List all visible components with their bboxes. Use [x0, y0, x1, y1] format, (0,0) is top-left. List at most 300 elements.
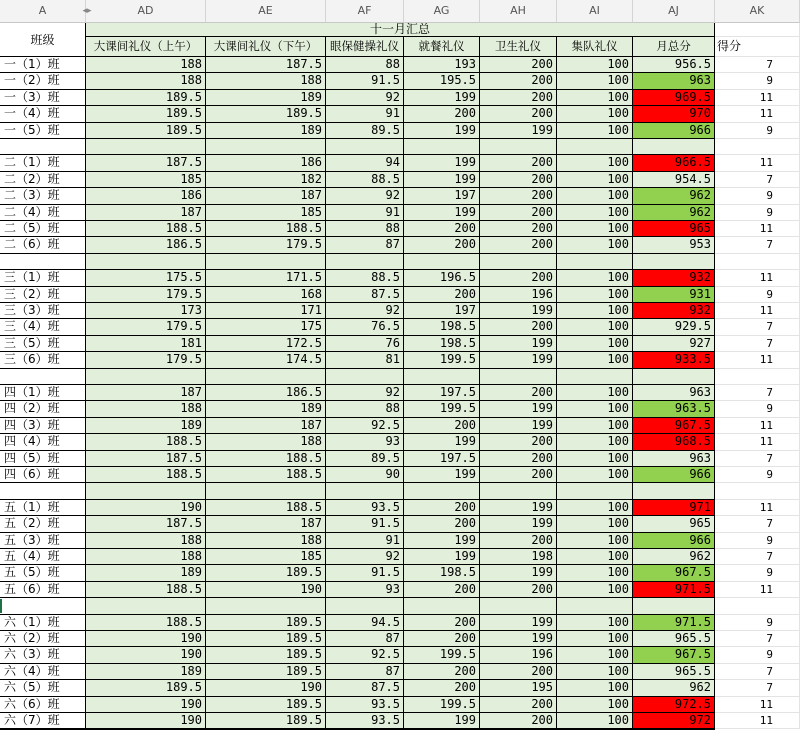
score-cell[interactable]: 200 — [404, 237, 480, 253]
score-cell[interactable]: 200 — [404, 664, 480, 680]
header-col-6[interactable]: 集队礼仪 — [557, 37, 633, 57]
score-cell[interactable]: 182 — [206, 172, 326, 188]
row-class-label[interactable]: 四（6）班 — [0, 467, 86, 483]
score-cell[interactable]: 100 — [557, 336, 633, 352]
score-cell[interactable]: 100 — [557, 303, 633, 319]
score-cell[interactable]: 89.5 — [326, 123, 404, 139]
score-cell[interactable]: 189.5 — [206, 565, 326, 581]
score-cell[interactable]: 93.5 — [326, 500, 404, 516]
score-cell[interactable]: 199 — [404, 172, 480, 188]
score-cell[interactable]: 87 — [326, 237, 404, 253]
row-class-label[interactable]: 六（7）班 — [0, 713, 86, 729]
score-cell[interactable]: 188.5 — [206, 467, 326, 483]
row-class-label[interactable]: 四（4）班 — [0, 434, 86, 450]
score-cell[interactable]: 173 — [86, 303, 206, 319]
final-score-cell[interactable]: 9 — [715, 533, 800, 549]
score-cell[interactable]: 100 — [557, 565, 633, 581]
score-cell[interactable]: 100 — [557, 615, 633, 631]
score-cell[interactable]: 190 — [86, 697, 206, 713]
final-score-cell[interactable]: 11 — [715, 221, 800, 237]
score-cell[interactable]: 100 — [557, 221, 633, 237]
score-cell[interactable]: 200 — [480, 90, 557, 106]
score-cell[interactable]: 94.5 — [326, 615, 404, 631]
score-cell[interactable]: 195.5 — [404, 73, 480, 89]
final-score-cell[interactable]: 9 — [715, 73, 800, 89]
score-cell[interactable]: 100 — [557, 680, 633, 696]
score-cell[interactable]: 200 — [480, 221, 557, 237]
score-cell[interactable]: 189 — [86, 565, 206, 581]
gap-cell[interactable] — [86, 369, 206, 385]
score-cell[interactable]: 200 — [480, 172, 557, 188]
score-cell[interactable]: 100 — [557, 188, 633, 204]
score-cell[interactable]: 185 — [86, 172, 206, 188]
score-cell[interactable]: 88 — [326, 221, 404, 237]
score-cell[interactable]: 197 — [404, 188, 480, 204]
header-col-7[interactable]: 月总分 — [633, 37, 715, 57]
month-total-cell[interactable]: 967.5 — [633, 647, 715, 663]
score-cell[interactable]: 179.5 — [86, 352, 206, 368]
gap-cell[interactable] — [557, 254, 633, 270]
score-cell[interactable]: 185 — [206, 205, 326, 221]
gap-score[interactable] — [715, 483, 800, 499]
score-cell[interactable]: 199 — [404, 713, 480, 729]
month-total-cell[interactable]: 965.5 — [633, 664, 715, 680]
score-cell[interactable]: 188 — [206, 533, 326, 549]
score-cell[interactable]: 100 — [557, 516, 633, 532]
gap-cell[interactable] — [404, 139, 480, 155]
month-total-cell[interactable]: 972.5 — [633, 697, 715, 713]
month-total-cell[interactable]: 962 — [633, 188, 715, 204]
score-cell[interactable]: 93.5 — [326, 713, 404, 729]
summary-title[interactable]: 十一月汇总 — [86, 23, 715, 37]
month-total-cell[interactable]: 963 — [633, 451, 715, 467]
score-cell[interactable]: 199.5 — [404, 401, 480, 417]
score-cell[interactable]: 197.5 — [404, 385, 480, 401]
score-cell[interactable]: 188 — [86, 549, 206, 565]
score-cell[interactable]: 190 — [86, 713, 206, 729]
score-cell[interactable]: 188.5 — [206, 221, 326, 237]
score-cell[interactable]: 187.5 — [86, 516, 206, 532]
row-class-label[interactable]: 四（2）班 — [0, 401, 86, 417]
gap-row[interactable] — [0, 598, 86, 614]
score-cell[interactable]: 100 — [557, 549, 633, 565]
score-cell[interactable]: 100 — [557, 270, 633, 286]
score-cell[interactable]: 200 — [480, 73, 557, 89]
score-cell[interactable]: 190 — [86, 647, 206, 663]
score-cell[interactable]: 199 — [480, 123, 557, 139]
final-score-cell[interactable]: 7 — [715, 336, 800, 352]
month-total-cell[interactable]: 932 — [633, 303, 715, 319]
gap-cell[interactable] — [480, 139, 557, 155]
score-cell[interactable]: 199 — [480, 565, 557, 581]
score-cell[interactable]: 188.5 — [86, 582, 206, 598]
score-cell[interactable]: 189.5 — [206, 106, 326, 122]
score-cell[interactable]: 100 — [557, 90, 633, 106]
score-cell[interactable]: 200 — [480, 57, 557, 73]
score-cell[interactable]: 187 — [206, 516, 326, 532]
gap-cell[interactable] — [557, 369, 633, 385]
score-cell[interactable]: 200 — [404, 221, 480, 237]
final-score-cell[interactable]: 11 — [715, 106, 800, 122]
score-cell[interactable]: 200 — [404, 516, 480, 532]
score-cell[interactable]: 200 — [480, 188, 557, 204]
score-cell[interactable]: 189.5 — [86, 680, 206, 696]
score-cell[interactable]: 200 — [480, 467, 557, 483]
gap-cell[interactable] — [86, 483, 206, 499]
month-total-cell[interactable]: 954.5 — [633, 172, 715, 188]
score-cell[interactable]: 200 — [404, 500, 480, 516]
score-cell[interactable]: 92 — [326, 385, 404, 401]
score-cell[interactable]: 92 — [326, 549, 404, 565]
score-cell[interactable]: 186.5 — [206, 385, 326, 401]
score-cell[interactable]: 199 — [404, 90, 480, 106]
score-cell[interactable]: 197 — [404, 303, 480, 319]
month-total-cell[interactable]: 971.5 — [633, 615, 715, 631]
row-class-label[interactable]: 六（1）班 — [0, 615, 86, 631]
score-cell[interactable]: 92 — [326, 303, 404, 319]
month-total-cell[interactable]: 966.5 — [633, 155, 715, 171]
score-cell[interactable]: 199 — [480, 500, 557, 516]
score-cell[interactable]: 92.5 — [326, 418, 404, 434]
score-cell[interactable]: 189.5 — [206, 664, 326, 680]
column-header-ae[interactable]: AE — [206, 0, 326, 23]
score-cell[interactable]: 199 — [480, 352, 557, 368]
score-cell[interactable]: 100 — [557, 500, 633, 516]
gap-cell[interactable] — [404, 483, 480, 499]
score-cell[interactable]: 198 — [480, 549, 557, 565]
row-class-label[interactable]: 二（1）班 — [0, 155, 86, 171]
score-cell[interactable]: 171 — [206, 303, 326, 319]
row-class-label[interactable]: 一（5）班 — [0, 123, 86, 139]
month-total-cell[interactable]: 965 — [633, 221, 715, 237]
month-total-cell[interactable]: 967.5 — [633, 418, 715, 434]
score-cell[interactable]: 200 — [404, 615, 480, 631]
score-cell[interactable]: 89.5 — [326, 451, 404, 467]
row-class-label[interactable]: 六（5）班 — [0, 680, 86, 696]
row-class-label[interactable]: 四（3）班 — [0, 418, 86, 434]
score-cell[interactable]: 100 — [557, 385, 633, 401]
gap-row[interactable] — [0, 369, 86, 385]
month-total-cell[interactable]: 969.5 — [633, 90, 715, 106]
score-cell[interactable]: 100 — [557, 352, 633, 368]
score-cell[interactable]: 189 — [206, 123, 326, 139]
score-cell[interactable]: 199 — [480, 615, 557, 631]
score-cell[interactable]: 187.5 — [86, 451, 206, 467]
gap-score[interactable] — [715, 369, 800, 385]
row-class-label[interactable]: 五（6）班 — [0, 582, 86, 598]
score-cell[interactable]: 188 — [86, 401, 206, 417]
gap-cell[interactable] — [86, 598, 206, 614]
gap-cell[interactable] — [404, 369, 480, 385]
gap-cell[interactable] — [326, 483, 404, 499]
month-total-cell[interactable]: 962 — [633, 549, 715, 565]
score-cell[interactable]: 189.5 — [206, 697, 326, 713]
month-total-cell[interactable]: 963 — [633, 385, 715, 401]
row-class-label[interactable]: 一（3）班 — [0, 90, 86, 106]
score-cell[interactable]: 91.5 — [326, 516, 404, 532]
score-cell[interactable]: 100 — [557, 713, 633, 729]
score-cell[interactable]: 187 — [206, 418, 326, 434]
score-cell[interactable]: 199 — [404, 533, 480, 549]
score-cell[interactable]: 188 — [206, 434, 326, 450]
row-class-label[interactable]: 三（2）班 — [0, 287, 86, 303]
score-cell[interactable]: 100 — [557, 106, 633, 122]
month-total-cell[interactable]: 927 — [633, 336, 715, 352]
score-cell[interactable]: 190 — [86, 500, 206, 516]
gap-cell[interactable] — [326, 254, 404, 270]
score-cell[interactable]: 200 — [480, 664, 557, 680]
score-cell[interactable]: 200 — [480, 237, 557, 253]
score-cell[interactable]: 87.5 — [326, 287, 404, 303]
column-header-ah[interactable]: AH — [480, 0, 557, 23]
gap-score[interactable] — [715, 254, 800, 270]
header-col-4[interactable]: 就餐礼仪 — [404, 37, 480, 57]
final-score-cell[interactable]: 9 — [715, 615, 800, 631]
score-cell[interactable]: 188.5 — [86, 434, 206, 450]
score-cell[interactable]: 200 — [480, 697, 557, 713]
final-score-cell[interactable]: 11 — [715, 582, 800, 598]
score-cell[interactable]: 100 — [557, 57, 633, 73]
row-class-label[interactable]: 二（2）班 — [0, 172, 86, 188]
gap-cell[interactable] — [206, 139, 326, 155]
score-cell[interactable]: 100 — [557, 664, 633, 680]
month-total-cell[interactable]: 962 — [633, 680, 715, 696]
score-cell[interactable]: 189.5 — [86, 106, 206, 122]
gap-cell[interactable] — [557, 598, 633, 614]
final-score-cell[interactable]: 7 — [715, 237, 800, 253]
final-score-cell[interactable]: 9 — [715, 205, 800, 221]
score-cell[interactable]: 190 — [206, 582, 326, 598]
month-total-cell[interactable]: 953 — [633, 237, 715, 253]
score-cell[interactable]: 100 — [557, 237, 633, 253]
row-class-label[interactable]: 五（2）班 — [0, 516, 86, 532]
final-score-cell[interactable]: 7 — [715, 680, 800, 696]
final-score-cell[interactable]: 9 — [715, 467, 800, 483]
final-score-cell[interactable]: 9 — [715, 123, 800, 139]
gap-cell[interactable] — [480, 369, 557, 385]
gap-cell[interactable] — [86, 139, 206, 155]
score-cell[interactable]: 93.5 — [326, 697, 404, 713]
final-score-cell[interactable]: 9 — [715, 565, 800, 581]
score-cell[interactable]: 100 — [557, 418, 633, 434]
score-cell[interactable]: 200 — [480, 533, 557, 549]
score-cell[interactable]: 179.5 — [86, 287, 206, 303]
gap-cell[interactable] — [404, 254, 480, 270]
score-cell[interactable]: 76.5 — [326, 319, 404, 335]
row-class-label[interactable]: 二（5）班 — [0, 221, 86, 237]
row-class-label[interactable]: 一（1）班 — [0, 57, 86, 73]
final-score-cell[interactable]: 7 — [715, 516, 800, 532]
final-score-cell[interactable]: 7 — [715, 451, 800, 467]
score-cell[interactable]: 186.5 — [86, 237, 206, 253]
gap-cell[interactable] — [633, 483, 715, 499]
score-cell[interactable]: 188 — [206, 73, 326, 89]
month-total-cell[interactable]: 965.5 — [633, 631, 715, 647]
score-cell[interactable]: 100 — [557, 582, 633, 598]
row-class-label[interactable]: 二（6）班 — [0, 237, 86, 253]
score-cell[interactable]: 90 — [326, 467, 404, 483]
score-cell[interactable]: 185 — [206, 549, 326, 565]
header-col-1[interactable]: 大课间礼仪（上午） — [86, 37, 206, 57]
row-class-label[interactable]: 五（3）班 — [0, 533, 86, 549]
score-cell[interactable]: 189 — [206, 90, 326, 106]
score-cell[interactable]: 189 — [86, 664, 206, 680]
final-score-cell[interactable]: 7 — [715, 631, 800, 647]
score-cell[interactable]: 175 — [206, 319, 326, 335]
score-cell[interactable]: 200 — [480, 713, 557, 729]
score-cell[interactable]: 88.5 — [326, 270, 404, 286]
header-col-2[interactable]: 大课间礼仪（下午） — [206, 37, 326, 57]
score-cell[interactable]: 179.5 — [86, 319, 206, 335]
month-total-cell[interactable]: 966 — [633, 533, 715, 549]
month-total-cell[interactable]: 932 — [633, 270, 715, 286]
score-cell[interactable]: 100 — [557, 287, 633, 303]
month-total-cell[interactable]: 963 — [633, 73, 715, 89]
score-cell[interactable]: 91 — [326, 205, 404, 221]
score-cell[interactable]: 92 — [326, 90, 404, 106]
score-cell[interactable]: 172.5 — [206, 336, 326, 352]
month-total-cell[interactable]: 933.5 — [633, 352, 715, 368]
score-cell[interactable]: 88 — [326, 401, 404, 417]
score-cell[interactable]: 100 — [557, 73, 633, 89]
score-cell[interactable]: 100 — [557, 451, 633, 467]
score-cell[interactable]: 198.5 — [404, 319, 480, 335]
score-cell[interactable]: 100 — [557, 434, 633, 450]
score-cell[interactable]: 199 — [480, 631, 557, 647]
score-cell[interactable]: 100 — [557, 155, 633, 171]
gap-cell[interactable] — [557, 139, 633, 155]
column-header-a[interactable]: A — [0, 0, 86, 23]
score-cell[interactable]: 200 — [404, 418, 480, 434]
score-cell[interactable]: 188 — [86, 73, 206, 89]
column-header-ai[interactable]: AI — [557, 0, 633, 23]
header-col-3[interactable]: 眼保健操礼仪 — [326, 37, 404, 57]
score-cell[interactable]: 199 — [404, 467, 480, 483]
month-total-cell[interactable]: 972 — [633, 713, 715, 729]
score-cell[interactable]: 91 — [326, 106, 404, 122]
final-score-cell[interactable]: 11 — [715, 155, 800, 171]
score-cell[interactable]: 199 — [480, 401, 557, 417]
gap-score[interactable] — [715, 598, 800, 614]
gap-cell[interactable] — [633, 369, 715, 385]
final-score-cell[interactable]: 11 — [715, 697, 800, 713]
final-score-cell[interactable]: 9 — [715, 287, 800, 303]
score-cell[interactable]: 87.5 — [326, 680, 404, 696]
score-cell[interactable]: 187.5 — [206, 57, 326, 73]
score-cell[interactable]: 198.5 — [404, 336, 480, 352]
score-cell[interactable]: 100 — [557, 319, 633, 335]
score-cell[interactable]: 174.5 — [206, 352, 326, 368]
column-header-ad[interactable]: AD — [86, 0, 206, 23]
score-cell[interactable]: 200 — [404, 582, 480, 598]
score-cell[interactable]: 188.5 — [86, 467, 206, 483]
gap-cell[interactable] — [206, 483, 326, 499]
score-cell[interactable]: 100 — [557, 123, 633, 139]
gap-cell[interactable] — [326, 369, 404, 385]
row-class-label[interactable]: 三（6）班 — [0, 352, 86, 368]
score-cell[interactable]: 189.5 — [206, 615, 326, 631]
score-cell[interactable]: 91.5 — [326, 73, 404, 89]
score-cell[interactable]: 76 — [326, 336, 404, 352]
score-cell[interactable]: 200 — [404, 106, 480, 122]
month-total-cell[interactable]: 931 — [633, 287, 715, 303]
column-header-ag[interactable]: AG — [404, 0, 480, 23]
score-cell[interactable]: 200 — [480, 155, 557, 171]
score-cell[interactable]: 87 — [326, 664, 404, 680]
final-score-cell[interactable]: 11 — [715, 270, 800, 286]
score-cell[interactable]: 100 — [557, 533, 633, 549]
score-cell[interactable]: 199.5 — [404, 697, 480, 713]
score-cell[interactable]: 100 — [557, 401, 633, 417]
score-cell[interactable]: 190 — [206, 680, 326, 696]
final-score-cell[interactable]: 9 — [715, 188, 800, 204]
score-cell[interactable]: 100 — [557, 467, 633, 483]
score-cell[interactable]: 188.5 — [86, 615, 206, 631]
score-cell[interactable]: 93 — [326, 434, 404, 450]
score-cell[interactable]: 188 — [86, 533, 206, 549]
score-cell[interactable]: 100 — [557, 647, 633, 663]
column-header-af[interactable]: AF — [326, 0, 404, 23]
gap-cell[interactable] — [206, 369, 326, 385]
gap-cell[interactable] — [404, 598, 480, 614]
score-cell[interactable]: 93 — [326, 582, 404, 598]
gap-cell[interactable] — [480, 598, 557, 614]
score-cell[interactable]: 196 — [480, 287, 557, 303]
row-class-label[interactable]: 六（3）班 — [0, 647, 86, 663]
row-class-label[interactable]: 三（4）班 — [0, 319, 86, 335]
score-cell[interactable]: 199 — [404, 205, 480, 221]
score-cell[interactable]: 88 — [326, 57, 404, 73]
score-cell[interactable]: 188.5 — [206, 451, 326, 467]
score-cell[interactable]: 189.5 — [206, 647, 326, 663]
gap-score[interactable] — [715, 139, 800, 155]
score-cell[interactable]: 171.5 — [206, 270, 326, 286]
cell-empty[interactable] — [715, 23, 800, 37]
gap-cell[interactable] — [633, 598, 715, 614]
row-class-label[interactable]: 六（6）班 — [0, 697, 86, 713]
final-score-cell[interactable]: 7 — [715, 664, 800, 680]
score-cell[interactable]: 81 — [326, 352, 404, 368]
score-cell[interactable]: 186 — [206, 155, 326, 171]
score-cell[interactable]: 91 — [326, 533, 404, 549]
score-cell[interactable]: 91.5 — [326, 565, 404, 581]
month-total-cell[interactable]: 965 — [633, 516, 715, 532]
row-class-label[interactable]: 六（4）班 — [0, 664, 86, 680]
row-class-label[interactable]: 三（5）班 — [0, 336, 86, 352]
score-cell[interactable]: 200 — [480, 434, 557, 450]
score-cell[interactable]: 188 — [86, 57, 206, 73]
final-score-cell[interactable]: 9 — [715, 647, 800, 663]
month-total-cell[interactable]: 967.5 — [633, 565, 715, 581]
row-class-label[interactable]: 五（1）班 — [0, 500, 86, 516]
month-total-cell[interactable]: 963.5 — [633, 401, 715, 417]
row-class-label[interactable]: 一（4）班 — [0, 106, 86, 122]
score-cell[interactable]: 189.5 — [86, 123, 206, 139]
score-cell[interactable]: 100 — [557, 172, 633, 188]
score-cell[interactable]: 196 — [480, 647, 557, 663]
row-class-label[interactable]: 五（4）班 — [0, 549, 86, 565]
month-total-cell[interactable]: 966 — [633, 467, 715, 483]
score-cell[interactable]: 187 — [86, 385, 206, 401]
score-cell[interactable]: 200 — [480, 451, 557, 467]
score-cell[interactable]: 100 — [557, 205, 633, 221]
score-cell[interactable]: 186 — [86, 188, 206, 204]
score-cell[interactable]: 87 — [326, 631, 404, 647]
gap-cell[interactable] — [557, 483, 633, 499]
month-total-cell[interactable]: 971 — [633, 500, 715, 516]
gap-cell[interactable] — [633, 139, 715, 155]
final-score-cell[interactable]: 11 — [715, 713, 800, 729]
